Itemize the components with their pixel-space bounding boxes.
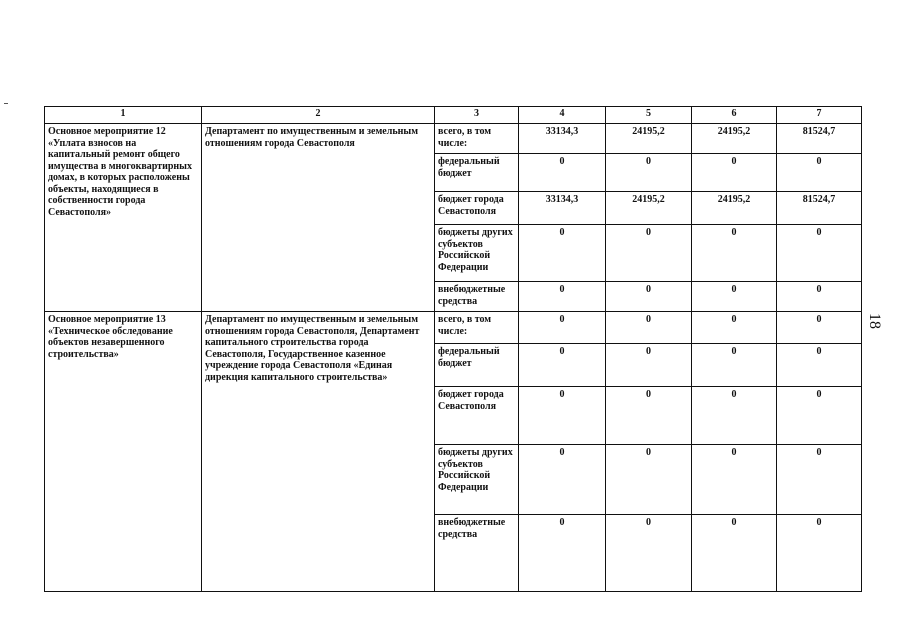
value-cell: 81524,7 xyxy=(777,192,862,225)
col-header-3: 3 xyxy=(435,107,519,124)
value-cell: 24195,2 xyxy=(606,124,692,154)
value-cell: 0 xyxy=(606,154,692,192)
source-label: бюджет города Севастополя xyxy=(435,387,519,445)
source-label: внебюджетные средства xyxy=(435,515,519,592)
table-row xyxy=(45,124,862,154)
page-number: 18 xyxy=(866,313,883,329)
value-cell: 0 xyxy=(606,515,692,592)
source-label: бюджет города Севастополя xyxy=(435,192,519,225)
value-cell: 24195,2 xyxy=(692,124,777,154)
value-cell: 33134,3 xyxy=(519,192,606,225)
value-cell: 0 xyxy=(519,282,606,312)
value-cell: 0 xyxy=(606,445,692,515)
budget-table xyxy=(44,106,862,592)
source-label: всего, в том числе: xyxy=(435,124,519,154)
value-cell: 0 xyxy=(777,282,862,312)
value-cell: 0 xyxy=(692,344,777,387)
value-cell: 0 xyxy=(777,344,862,387)
col-header-7: 7 xyxy=(777,107,862,124)
value-cell: 0 xyxy=(519,445,606,515)
activity-13-responsible: Департамент по имущественным и земельным отношениям города Севастополя, Департамент капитального строительства города Севастополя, Государственное казенное учреждение города Севастополя «Единая дирекция капитального строительства» xyxy=(202,312,435,592)
value-cell: 0 xyxy=(519,225,606,282)
value-cell: 0 xyxy=(519,312,606,344)
value-cell: 0 xyxy=(777,515,862,592)
value-cell: 24195,2 xyxy=(692,192,777,225)
col-header-4: 4 xyxy=(519,107,606,124)
source-label: всего, в том числе: xyxy=(435,312,519,344)
col-header-2: 2 xyxy=(202,107,435,124)
source-label: бюджеты других субъектов Российской Федерации xyxy=(435,225,519,282)
value-cell: 0 xyxy=(606,225,692,282)
value-cell: 0 xyxy=(692,225,777,282)
value-cell: 0 xyxy=(692,282,777,312)
source-label: федеральный бюджет xyxy=(435,344,519,387)
value-cell: 0 xyxy=(692,312,777,344)
value-cell: 0 xyxy=(692,154,777,192)
source-label: внебюджетные средства xyxy=(435,282,519,312)
value-cell: 0 xyxy=(777,154,862,192)
activity-12-responsible: Департамент по имущественным и земельным отношениям города Севастополя xyxy=(202,124,435,312)
activity-12-description: Основное мероприятие 12 «Уплата взносов на капитальный ремонт общего имущества в многоквартирных домах, в которых расположены объекты, находящиеся в собственности города Севастополя» xyxy=(45,124,202,312)
value-cell: 0 xyxy=(777,312,862,344)
col-header-6: 6 xyxy=(692,107,777,124)
value-cell: 0 xyxy=(606,282,692,312)
value-cell: 0 xyxy=(606,312,692,344)
value-cell: 0 xyxy=(692,515,777,592)
value-cell: 81524,7 xyxy=(777,124,862,154)
header-row xyxy=(45,107,862,124)
value-cell: 33134,3 xyxy=(519,124,606,154)
value-cell: 0 xyxy=(777,445,862,515)
value-cell: 0 xyxy=(777,225,862,282)
value-cell: 0 xyxy=(606,344,692,387)
col-header-5: 5 xyxy=(606,107,692,124)
scan-speck xyxy=(4,103,8,104)
table-row xyxy=(45,312,862,344)
value-cell: 0 xyxy=(692,387,777,445)
source-label: федеральный бюджет xyxy=(435,154,519,192)
source-label: бюджеты других субъектов Российской Федерации xyxy=(435,445,519,515)
value-cell: 0 xyxy=(519,387,606,445)
value-cell: 0 xyxy=(777,387,862,445)
col-header-1: 1 xyxy=(45,107,202,124)
value-cell: 0 xyxy=(519,154,606,192)
activity-13-description: Основное мероприятие 13 «Техническое обследование объектов незавершенного строительства» xyxy=(45,312,202,592)
value-cell: 0 xyxy=(692,445,777,515)
value-cell: 0 xyxy=(606,387,692,445)
value-cell: 0 xyxy=(519,515,606,592)
value-cell: 24195,2 xyxy=(606,192,692,225)
value-cell: 0 xyxy=(519,344,606,387)
